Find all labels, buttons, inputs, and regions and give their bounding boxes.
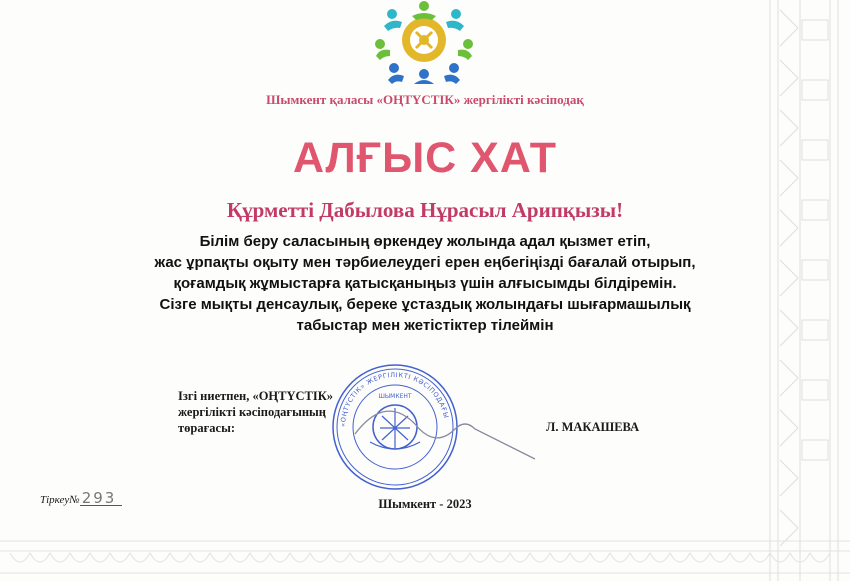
recipient-greeting: Құрметті Дабылова Нұрасыл Арипқызы! [226,198,624,222]
signature-line: жергілікті кәсіподағының [178,405,327,419]
union-logo-icon [368,0,480,84]
registration-label: Тіркеу№ [40,494,80,506]
body-line: қоғамдық жұмыстарға қатысқаныңыз үшін алғысымды білдіремін. [173,275,677,292]
signature-block [178,388,333,436]
seal-outer-text: «ОҢТҮСТІК» ЖЕРГІЛІКТІ КӘСІПОДАҒЫ [338,370,451,428]
body-line: Білім беру саласының өркендеу жолында адал қызмет етіп, [199,233,651,250]
registration-number: 293 [80,491,123,506]
union-name: Шымкент қаласы «ОҢТҮСТІК» жергілікті кәсіподақ [266,92,584,107]
ornament-border-right [740,0,850,581]
body-line: Сізге мықты денсаулық, береке ұстаздық жолындағы шығармашылық [159,296,691,313]
signatory-name: Л. МАКАШЕВА [546,420,640,434]
signature-line: төрағасы: [178,421,235,435]
letter-body [120,231,730,336]
city-year: Шымкент - 2023 [378,497,472,511]
body-line: жас ұрпақты оқыту мен тәрбиелеудегі ерен еңбегіңізді бағалай отырып, [154,254,696,271]
signature-line: Ізгі ниетпен, «ОҢТҮСТІК» [178,389,334,403]
seal-inner-text: ШЫМКЕНТ [378,393,412,400]
handwritten-signature-icon [335,384,545,474]
ornament-border-bottom [0,511,850,581]
document-title: АЛҒЫС ХАТ [292,134,558,182]
body-line: табыстар мен жетістіктер тілеймін [296,317,554,334]
